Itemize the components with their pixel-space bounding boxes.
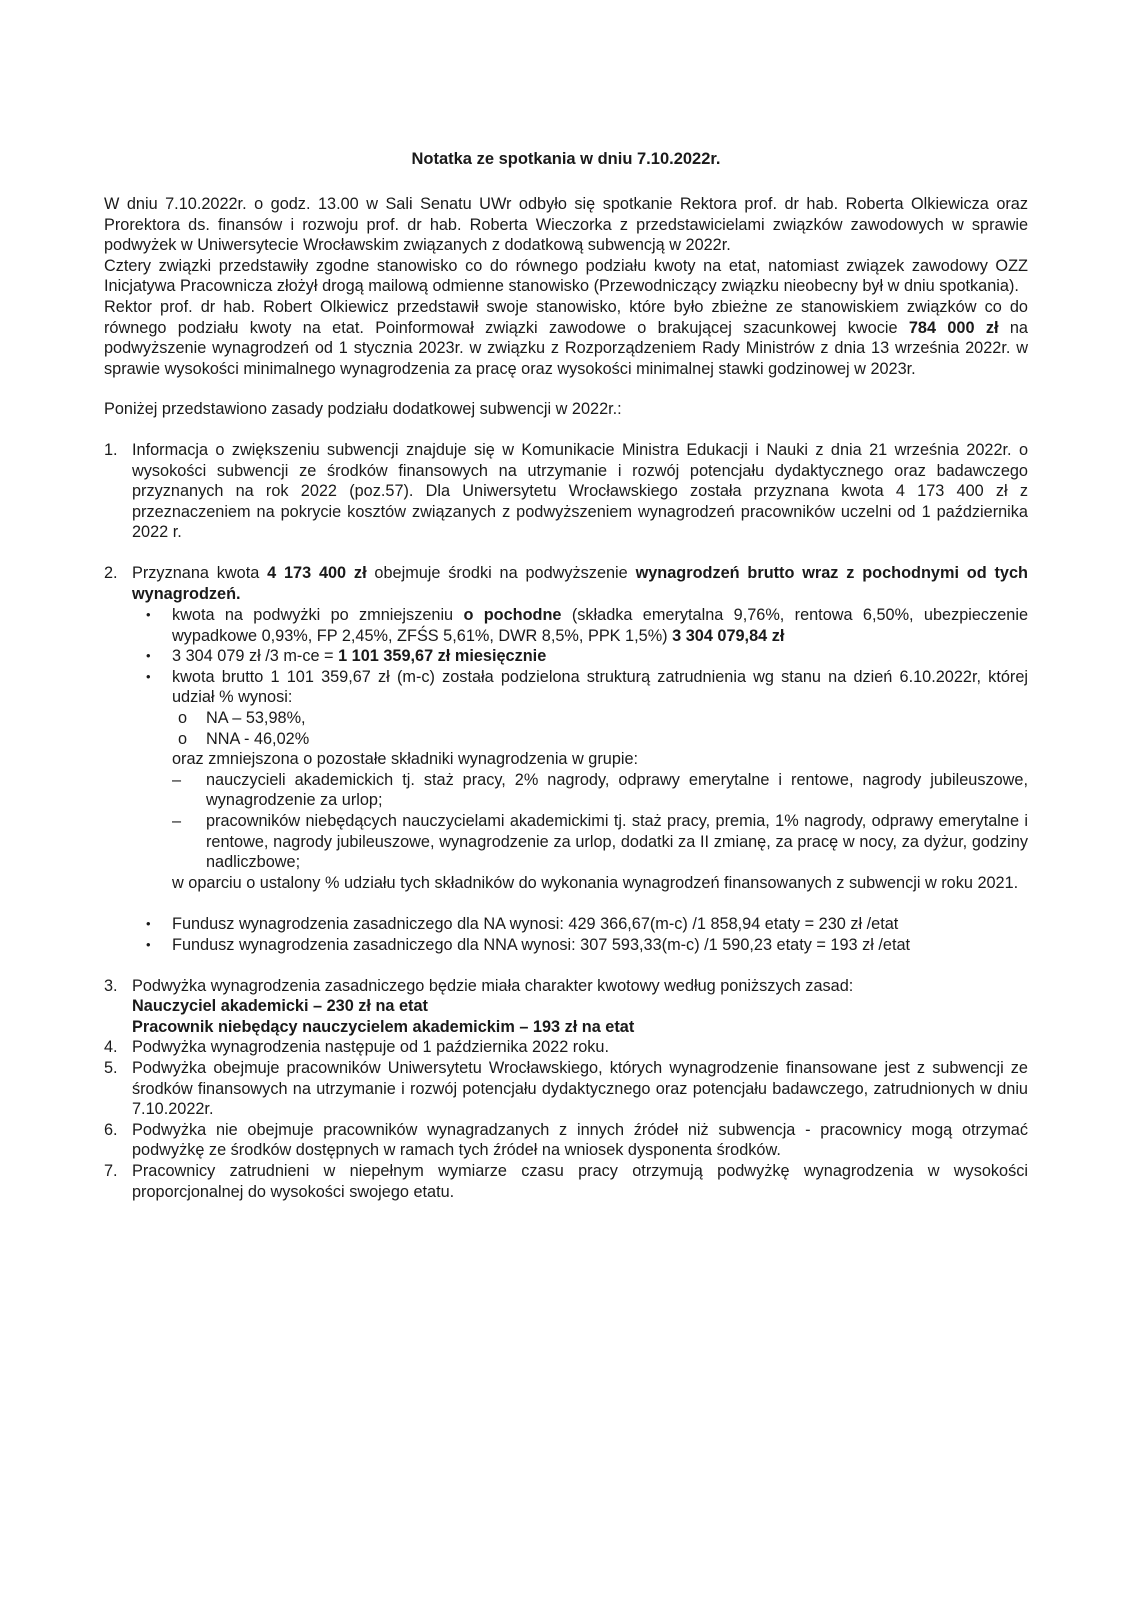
lead-sentence: Poniżej przedstawiono zasady podziału dodatkowej subwencji w 2022r.: [104, 400, 622, 419]
fund-bullets [104, 914, 1028, 955]
bullet-marker: • [146, 648, 151, 664]
reduction-basis: w oparciu o ustalony % udziału tych składników do wykonania wynagrodzeń finansowanych z subwencji w roku 2021. [172, 873, 1019, 892]
item-text: Podwyżka nie obejmuje pracowników wynagradzanych z innych źródeł niż subwencja - pracownicy mogą otrzymać podwyżkę ze środków dostępnych w ramach tych źródeł na wniosek dysponenta środków. [132, 1120, 1028, 1160]
item-number: 4. [104, 1038, 118, 1057]
reduction-intro: oraz zmniejszona o pozostałe składniki wynagrodzenia w grupie: [172, 750, 639, 769]
bullet-marker: • [146, 916, 151, 932]
bullet-text: (składka emerytalna 9,76%, rentowa 6,50%, ubezpieczenie wypadkowe 0,93%, FP 2,45%, ZFŚS 5,61%, DWR 8,5%, PPK 1,5%) [172, 606, 1028, 645]
list-item-5 [104, 1058, 1028, 1120]
list-item-3 [104, 976, 1028, 1038]
item2-amount: 4 173 400 zł [267, 563, 367, 582]
list-item-7 [104, 1161, 1028, 1202]
bullet-amount: 3 304 079,84 zł [672, 626, 785, 645]
raise-nna: Pracownik niebędący nauczycielem akademickim – 193 zł na etat [132, 1017, 635, 1036]
item2-bold-phrase: wynagrodzeń brutto wraz z pochodnymi od tych wynagrodzeń. [132, 563, 1028, 603]
bullet-marker: • [146, 937, 151, 952]
circle-marker: o [178, 729, 188, 748]
item-number: 5. [104, 1058, 118, 1077]
item2-bullets [104, 605, 1028, 893]
share-item [172, 729, 1028, 750]
bullet-item [104, 605, 1028, 646]
bullet-item [104, 914, 1028, 935]
list-item-1 [104, 440, 1028, 543]
circle-marker: o [178, 709, 188, 728]
share-text: NA – 53,98%, [206, 709, 306, 728]
p3-text-end: na podwyższenie wynagrodzeń od 1 stycznia 2023r. w związku z Rozporządzeniem Rady Ministrów z dnia 13 września 2022r. w sprawie wysokości minimalnego wynagrodzenia za pracę oraz wysokości minimalnej stawki godzinowej w 2023r. [104, 318, 1028, 378]
component-item [172, 811, 1028, 873]
item2-text-b: obejmuje środki na podwyższenie [366, 563, 636, 582]
item-number: 3. [104, 976, 118, 995]
item-text: Informacja o zwiększeniu subwencji znajduje się w Komunikacie Ministra Edukacji i Nauki z dnia 21 września 2022r. o wysokości subwencji ze środków finansowych na utrzymanie i rozwój potencjału dydaktycznego oraz badawczego przyznanych na rok 2022 (poz.57). Dla Uniwersytetu Wrocławskiego została przyznana kwota 4 173 400 zł z przeznaczeniem na pokrycie kosztów związanych z podwyższeniem wynagrodzeń pracowników uczelni od 1 października 2022 r. [132, 440, 1028, 542]
p3-text-start: Rektor prof. dr hab. Robert Olkiewicz przedstawił swoje stanowisko, które było zbieżne ze stanowiskiem związków co do równego podziału kwoty na etat. Poinformował związki zawodowe o brakującej szacunkowej kwocie [104, 297, 1028, 337]
rules-list [104, 440, 1028, 604]
bullet-item [104, 667, 1028, 894]
list-item-2 [104, 563, 1028, 604]
bullet-item [104, 646, 1028, 667]
item-text: Pracownicy zatrudnieni w niepełnym wymiarze czasu pracy otrzymują podwyżkę wynagrodzenia w wysokości proporcjonalnej do wysokości swojego etatu. [132, 1161, 1028, 1201]
bullet-bold: o pochodne [463, 606, 562, 625]
fund-nna-text: Fundusz wynagrodzenia zasadniczego dla NNA wynosi: 307 593,33(m-c) /1 590,23 etaty = 193 zł /etat [172, 936, 911, 954]
dash-marker: – [172, 770, 182, 789]
item-text: Podwyżka wynagrodzenia zasadniczego będzie miała charakter kwotowy według poniższych zasad: [132, 976, 854, 995]
bullet-text: kwota brutto 1 101 359,67 zł (m-c) została podzielona strukturą zatrudnienia wg stanu na dzień 6.10.2022r, której udział % wynosi: [172, 667, 1028, 707]
bullet-marker: • [146, 668, 151, 684]
bullet-text: kwota na podwyżki po zmniejszeniu [172, 606, 464, 625]
item-number: 7. [104, 1161, 118, 1180]
intro-paragraph-2: Cztery związki przedstawiły zgodne stanowisko co do równego podziału kwoty na etat, natomiast związek zawodowy OZZ Inicjatywa Pracownicza złożył drogą mailową odmienne stanowisko (Przewodniczący związku nieobecny był w dniu spotkania). [104, 256, 1028, 296]
bullet-item [104, 935, 1028, 956]
bullet-marker: • [146, 607, 151, 623]
component-text: pracowników niebędących nauczycielami akademickimi tj. staż pracy, premia, 1% nagrody, odprawy emerytalne i rentowe, nagrody jubileuszowe, wynagrodzenie za urlop, dodatki za II zmianę, za pracę w nocy, za dyżur, godziny nadliczbowe; [206, 812, 1028, 872]
document-body [104, 194, 1028, 1202]
item-number: 6. [104, 1120, 118, 1139]
item-text: Podwyżka obejmuje pracowników Uniwersytetu Wrocławskiego, których wynagrodzenie finansowane jest z subwencji ze środków finansowych na utrzymanie i rozwój potencjału dydaktycznego oraz potencjału badawczego, zatrudnionych w dniu 7.10.2022r. [132, 1058, 1028, 1119]
bullet-text: 3 304 079 zł /3 m-ce = [172, 647, 339, 666]
component-text: nauczycieli akademickich tj. staż pracy, 2% nagrody, odprawy emerytalne i rentowe, nagrody jubileuszowe, wynagrodzenie za urlop; [206, 770, 1028, 810]
intro-paragraph-3 [104, 297, 1028, 379]
list-item-4 [104, 1037, 1028, 1058]
fund-na-text: Fundusz wynagrodzenia zasadniczego dla NA wynosi: 429 366,67(m-c) /1 858,94 etaty = 230 zł /etat [172, 915, 899, 934]
p3-amount: 784 000 zł [908, 318, 999, 337]
intro-paragraph-1: W dniu 7.10.2022r. o godz. 13.00 w Sali Senatu UWr odbyło się spotkanie Rektora prof. dr hab. Roberta Olkiewicza oraz Prorektora ds. finansów i rozwoju prof. dr hab. Roberta Wieczorka z przedstawicielami związków zawodowych w sprawie podwyżek w Uniwersytecie Wrocławskim związanych z dodatkową subwencją w 2022r. [104, 195, 1028, 255]
share-text: NNA - 46,02% [206, 729, 310, 748]
share-list [172, 708, 1028, 749]
raise-na: Nauczyciel akademicki – 230 zł na etat [132, 997, 428, 1016]
bullet-amount: 1 101 359,67 zł miesięcznie [338, 647, 547, 666]
component-item [172, 770, 1028, 811]
document-title: Notatka ze spotkania w dniu 7.10.2022r. [411, 150, 721, 168]
item-number: 2. [104, 563, 118, 582]
rules-list-continued [104, 976, 1028, 1203]
item-text: Podwyżka wynagrodzenia następuje od 1 października 2022 roku. [132, 1038, 609, 1057]
item2-text-a: Przyznana kwota [132, 563, 268, 582]
dash-marker: – [172, 812, 182, 831]
list-item-6 [104, 1120, 1028, 1161]
share-item [172, 708, 1028, 729]
component-list [172, 770, 1028, 873]
item2-intro [132, 564, 1028, 603]
item-number: 1. [104, 440, 118, 459]
